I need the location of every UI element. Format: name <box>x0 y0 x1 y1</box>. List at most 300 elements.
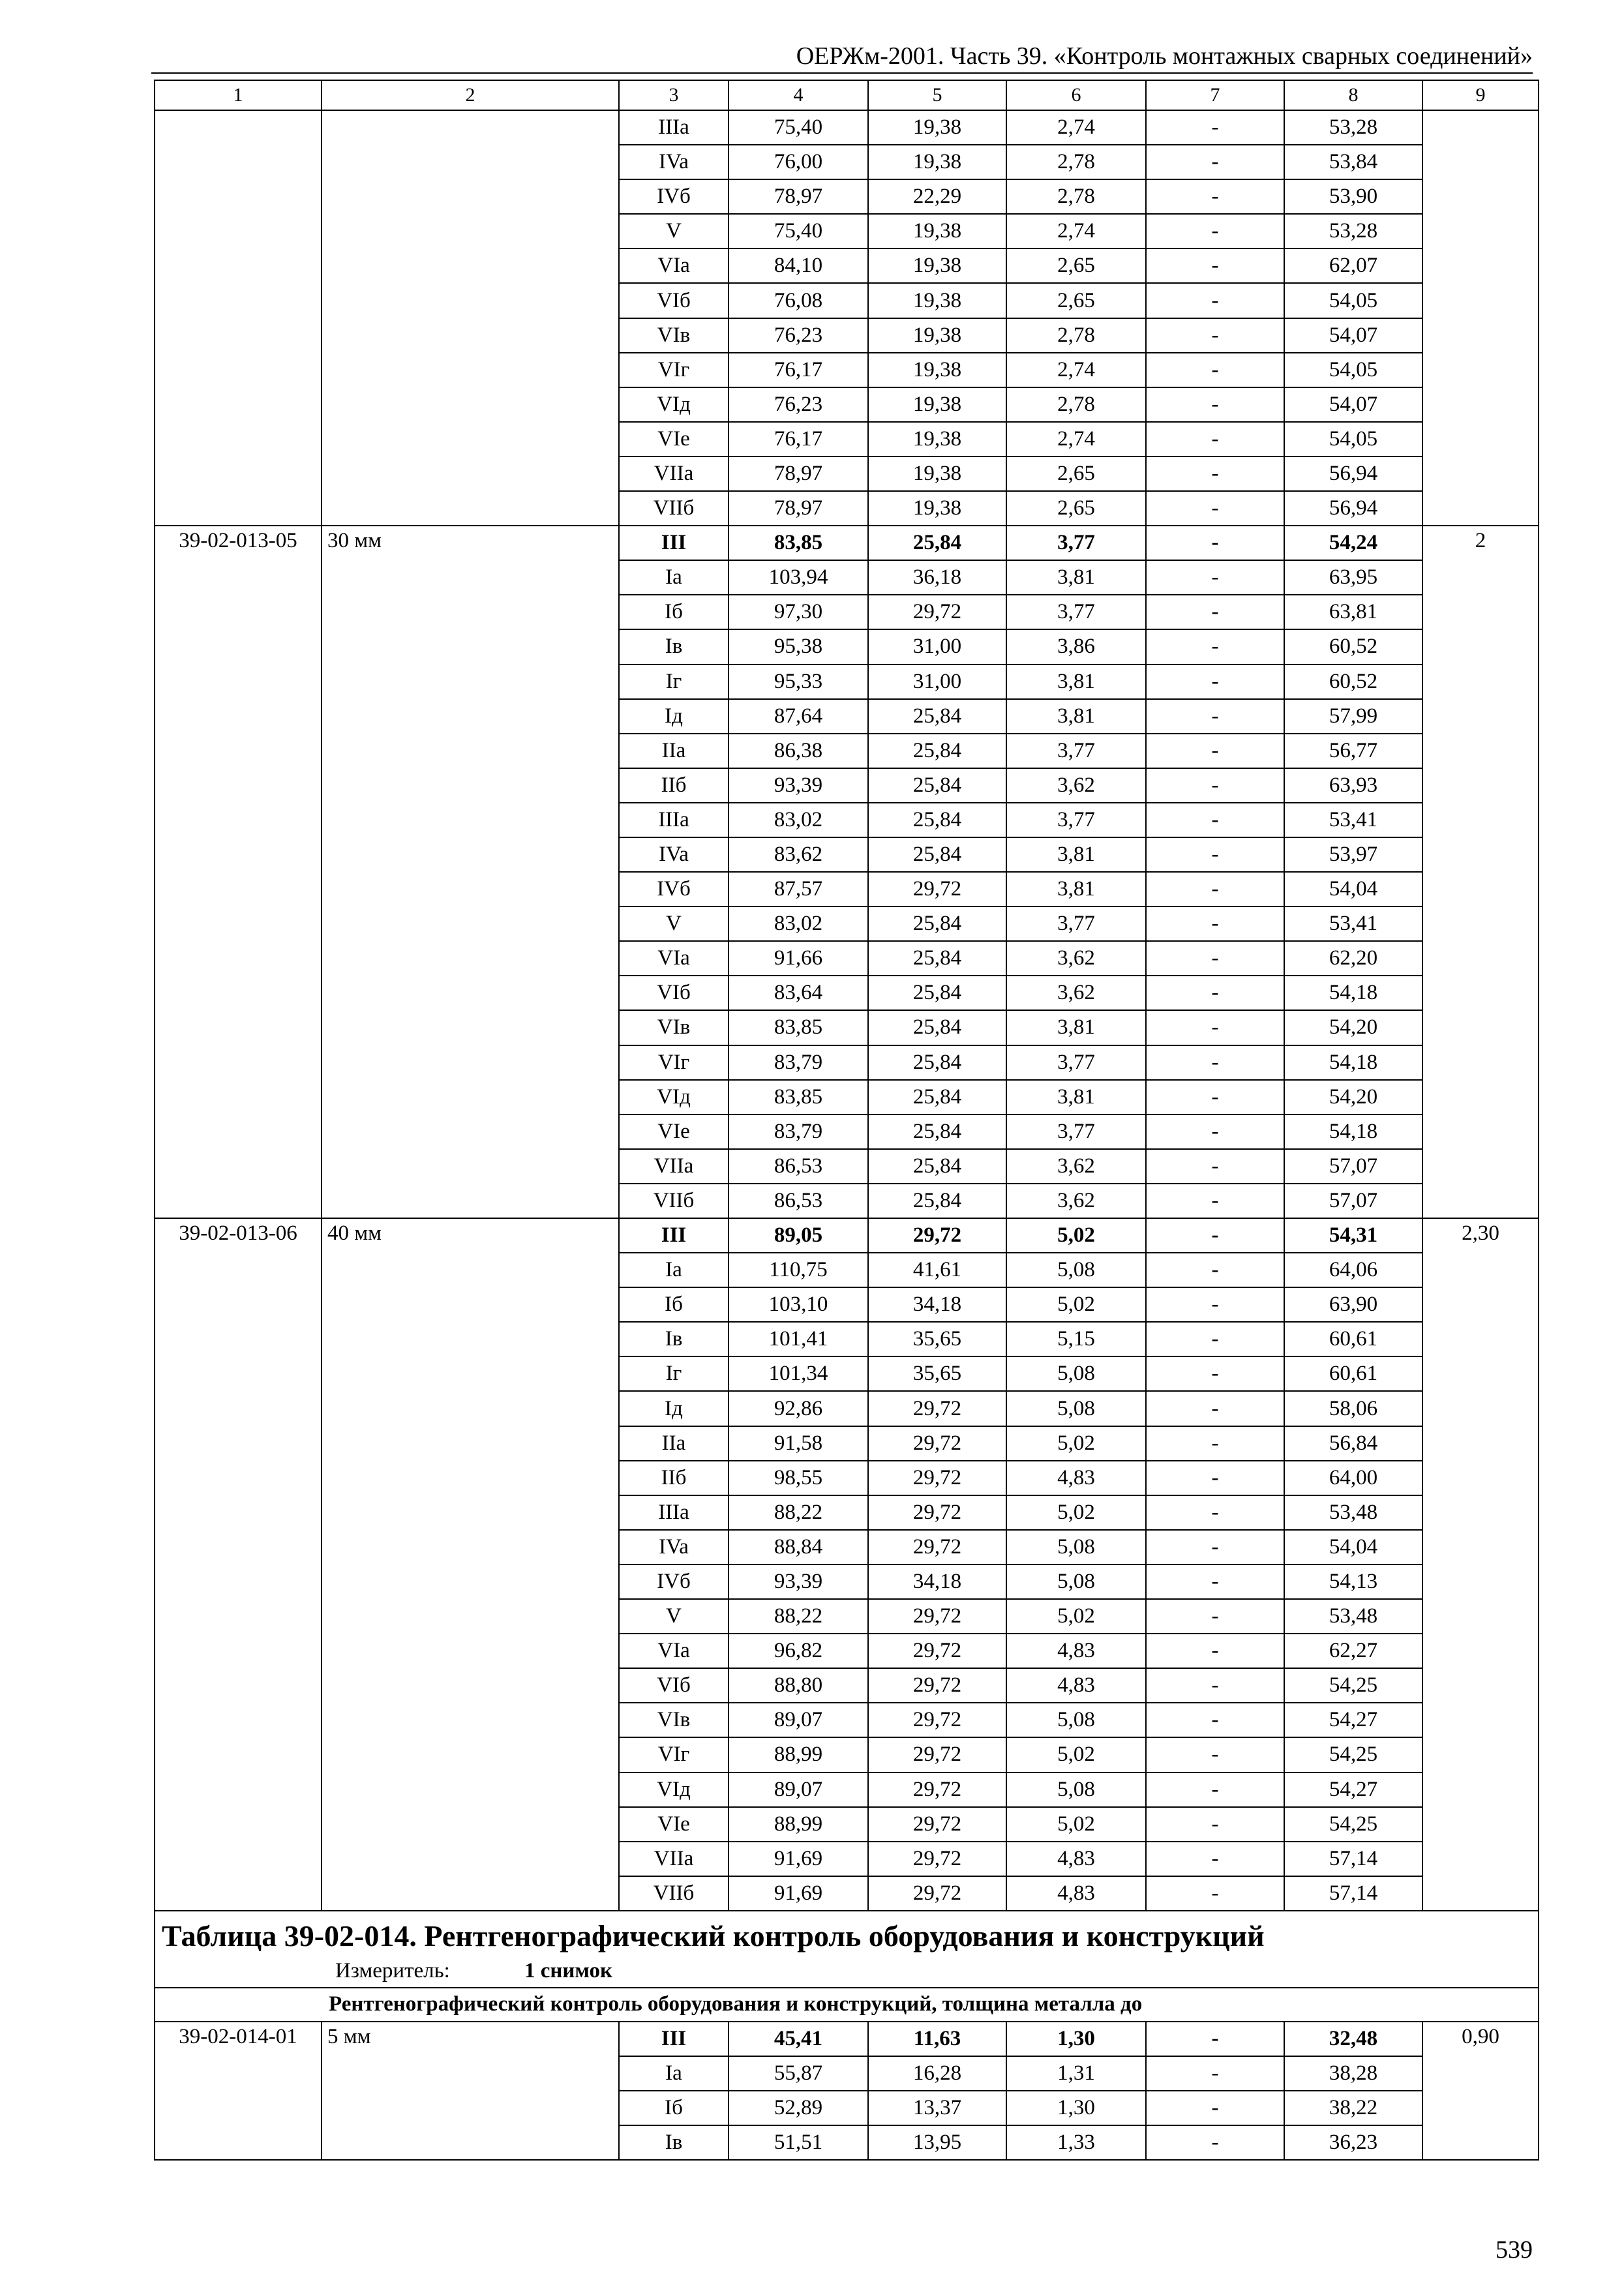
value-cell: 91,69 <box>729 1876 868 1911</box>
value-cell: 89,05 <box>729 1218 868 1253</box>
value-cell: 53,48 <box>1284 1599 1422 1634</box>
value-cell: 25,84 <box>868 699 1006 734</box>
value-cell: 53,28 <box>1284 214 1422 248</box>
column-number: 1 <box>155 80 322 110</box>
value-cell: 29,72 <box>868 1668 1006 1703</box>
zone-cell: III <box>619 2022 729 2056</box>
zone-cell: V <box>619 1599 729 1634</box>
value-cell: 54,05 <box>1284 283 1422 318</box>
value-cell: 25,84 <box>868 1080 1006 1115</box>
value-cell: 25,84 <box>868 906 1006 941</box>
zone-cell: Iд <box>619 699 729 734</box>
zone-cell: Iб <box>619 1287 729 1322</box>
value-cell: 13,95 <box>868 2125 1006 2160</box>
value-cell: 54,07 <box>1284 387 1422 422</box>
value-cell: 3,81 <box>1006 872 1146 906</box>
value-cell: 2,78 <box>1006 318 1146 353</box>
value-cell: - <box>1146 1010 1284 1045</box>
value-cell: 19,38 <box>868 110 1006 145</box>
value-cell: 25,84 <box>868 976 1006 1010</box>
value-cell: 91,58 <box>729 1426 868 1461</box>
value-cell: 19,38 <box>868 422 1006 456</box>
zone-cell: VIa <box>619 941 729 976</box>
value-cell: 19,38 <box>868 248 1006 283</box>
zone-cell: VIг <box>619 1737 729 1772</box>
zone-cell: Iг <box>619 1356 729 1391</box>
value-cell: 5,02 <box>1006 1737 1146 1772</box>
value-cell: 5,15 <box>1006 1322 1146 1356</box>
value-cell: 3,77 <box>1006 734 1146 768</box>
empty-cell <box>322 110 619 526</box>
value-cell: 78,97 <box>729 456 868 491</box>
value-cell: 19,38 <box>868 318 1006 353</box>
value-cell: 103,94 <box>729 560 868 595</box>
value-cell: 3,81 <box>1006 560 1146 595</box>
value-cell: 57,14 <box>1284 1842 1422 1876</box>
value-cell: 78,97 <box>729 491 868 526</box>
value-cell: 88,99 <box>729 1737 868 1772</box>
value-cell: 86,38 <box>729 734 868 768</box>
value-cell: 83,02 <box>729 906 868 941</box>
value-cell: 2,74 <box>1006 422 1146 456</box>
value-cell: 58,06 <box>1284 1391 1422 1426</box>
zone-cell: Iд <box>619 1391 729 1426</box>
empty-cell <box>155 110 322 526</box>
zone-cell: VIв <box>619 1703 729 1737</box>
value-cell: - <box>1146 872 1284 906</box>
value-cell: - <box>1146 214 1284 248</box>
value-cell: 29,72 <box>868 1218 1006 1253</box>
value-cell: 29,72 <box>868 1495 1006 1530</box>
header-rule <box>151 72 1533 74</box>
column-number: 4 <box>729 80 868 110</box>
value-cell: 86,53 <box>729 1184 868 1218</box>
value-cell: - <box>1146 837 1284 872</box>
value-cell: - <box>1146 1668 1284 1703</box>
value-cell: - <box>1146 1703 1284 1737</box>
value-cell: 53,28 <box>1284 110 1422 145</box>
meter-line <box>162 1958 1538 1983</box>
zone-cell: VIд <box>619 1080 729 1115</box>
value-cell: 56,77 <box>1284 734 1422 768</box>
thickness: 40 мм <box>322 1218 619 1911</box>
zone-cell: Iв <box>619 2125 729 2160</box>
coefficient-cell: 0,90 <box>1422 2022 1539 2160</box>
value-cell: 53,41 <box>1284 803 1422 837</box>
value-cell: - <box>1146 1564 1284 1599</box>
value-cell: 89,07 <box>729 1773 868 1807</box>
value-cell: 56,84 <box>1284 1426 1422 1461</box>
value-cell: 88,22 <box>729 1599 868 1634</box>
value-cell: 91,69 <box>729 1842 868 1876</box>
value-cell: 83,79 <box>729 1045 868 1080</box>
meter-value: 1 снимок <box>524 1958 612 1982</box>
value-cell: 19,38 <box>868 145 1006 179</box>
zone-cell: VIг <box>619 1045 729 1080</box>
value-cell: 29,72 <box>868 1391 1006 1426</box>
value-cell: 25,84 <box>868 1115 1006 1149</box>
value-cell: - <box>1146 1461 1284 1495</box>
value-cell: - <box>1146 387 1284 422</box>
zone-cell: IVa <box>619 145 729 179</box>
zone-cell: VIIб <box>619 1876 729 1911</box>
value-cell: 3,81 <box>1006 837 1146 872</box>
value-cell: 63,81 <box>1284 595 1422 629</box>
value-cell: 60,52 <box>1284 665 1422 699</box>
value-cell: 3,77 <box>1006 526 1146 560</box>
value-cell: 5,02 <box>1006 1599 1146 1634</box>
value-cell: 83,85 <box>729 1010 868 1045</box>
value-cell: 76,23 <box>729 387 868 422</box>
value-cell: 1,30 <box>1006 2022 1146 2056</box>
coefficient-cell <box>1422 110 1539 526</box>
value-cell: 29,72 <box>868 1737 1006 1772</box>
value-cell: - <box>1146 699 1284 734</box>
zone-cell: IIIa <box>619 803 729 837</box>
value-cell: 76,17 <box>729 422 868 456</box>
value-cell: 19,38 <box>868 387 1006 422</box>
value-cell: 5,08 <box>1006 1391 1146 1426</box>
column-number: 3 <box>619 80 729 110</box>
value-cell: 83,85 <box>729 1080 868 1115</box>
value-cell: 13,37 <box>868 2091 1006 2125</box>
value-cell: - <box>1146 1842 1284 1876</box>
subtitle-row <box>155 1988 1539 2022</box>
column-number: 2 <box>322 80 619 110</box>
value-cell: 19,38 <box>868 283 1006 318</box>
value-cell: 25,84 <box>868 941 1006 976</box>
value-cell: 2,78 <box>1006 387 1146 422</box>
value-cell: 5,02 <box>1006 1287 1146 1322</box>
value-cell: 3,81 <box>1006 1080 1146 1115</box>
zone-cell: VIe <box>619 422 729 456</box>
value-cell: 19,38 <box>868 353 1006 387</box>
value-cell: 22,29 <box>868 179 1006 214</box>
value-cell: - <box>1146 1807 1284 1842</box>
value-cell: 5,02 <box>1006 1426 1146 1461</box>
table-body <box>155 80 1539 2160</box>
zone-cell: IIIa <box>619 1495 729 1530</box>
value-cell: 3,62 <box>1006 1184 1146 1218</box>
value-cell: - <box>1146 353 1284 387</box>
value-cell: 62,07 <box>1284 248 1422 283</box>
zone-cell: Ia <box>619 1253 729 1287</box>
value-cell: 25,84 <box>868 803 1006 837</box>
value-cell: 63,95 <box>1284 560 1422 595</box>
value-cell: - <box>1146 1876 1284 1911</box>
value-cell: - <box>1146 2125 1284 2160</box>
value-cell: 54,18 <box>1284 1045 1422 1080</box>
zone-cell: VIa <box>619 1634 729 1668</box>
zone-cell: VIб <box>619 976 729 1010</box>
value-cell: 54,13 <box>1284 1564 1422 1599</box>
value-cell: - <box>1146 248 1284 283</box>
value-cell: 93,39 <box>729 768 868 803</box>
value-cell: 2,65 <box>1006 491 1146 526</box>
zone-cell: III <box>619 1218 729 1253</box>
value-cell: 83,64 <box>729 976 868 1010</box>
value-cell: 83,62 <box>729 837 868 872</box>
value-cell: - <box>1146 145 1284 179</box>
value-cell: - <box>1146 1045 1284 1080</box>
value-cell: - <box>1146 491 1284 526</box>
value-cell: 3,62 <box>1006 1149 1146 1184</box>
value-cell: - <box>1146 1356 1284 1391</box>
value-cell: 3,81 <box>1006 665 1146 699</box>
value-cell: 57,07 <box>1284 1149 1422 1184</box>
value-cell: 5,08 <box>1006 1253 1146 1287</box>
value-cell: 25,84 <box>868 734 1006 768</box>
value-cell: 35,65 <box>868 1356 1006 1391</box>
zone-cell: IIa <box>619 1426 729 1461</box>
value-cell: 45,41 <box>729 2022 868 2056</box>
value-cell: 63,93 <box>1284 768 1422 803</box>
coefficient-cell: 2,30 <box>1422 1218 1539 1911</box>
zone-cell: IVб <box>619 872 729 906</box>
value-cell: - <box>1146 665 1284 699</box>
table-row <box>155 1218 1539 1253</box>
zone-cell: Ia <box>619 2056 729 2091</box>
value-cell: 53,41 <box>1284 906 1422 941</box>
value-cell: 51,51 <box>729 2125 868 2160</box>
value-cell: - <box>1146 1391 1284 1426</box>
zone-cell: V <box>619 906 729 941</box>
value-cell: 34,18 <box>868 1564 1006 1599</box>
value-cell: 60,52 <box>1284 629 1422 664</box>
value-cell: 54,24 <box>1284 526 1422 560</box>
value-cell: 4,83 <box>1006 1461 1146 1495</box>
value-cell: 54,25 <box>1284 1668 1422 1703</box>
table-row <box>155 526 1539 560</box>
value-cell: 19,38 <box>868 491 1006 526</box>
value-cell: 54,07 <box>1284 318 1422 353</box>
zone-cell: III <box>619 526 729 560</box>
value-cell: 76,23 <box>729 318 868 353</box>
value-cell: - <box>1146 110 1284 145</box>
zone-cell: IIa <box>619 734 729 768</box>
value-cell: - <box>1146 1634 1284 1668</box>
value-cell: 3,81 <box>1006 699 1146 734</box>
zone-cell: V <box>619 214 729 248</box>
value-cell: 54,25 <box>1284 1737 1422 1772</box>
rate-code: 39-02-013-05 <box>155 526 322 1218</box>
value-cell: - <box>1146 560 1284 595</box>
value-cell: 16,28 <box>868 2056 1006 2091</box>
value-cell: 36,23 <box>1284 2125 1422 2160</box>
column-number: 8 <box>1284 80 1422 110</box>
value-cell: 5,02 <box>1006 1807 1146 1842</box>
value-cell: - <box>1146 1080 1284 1115</box>
zone-cell: IIб <box>619 768 729 803</box>
value-cell: 54,20 <box>1284 1010 1422 1045</box>
value-cell: 29,72 <box>868 1842 1006 1876</box>
column-number: 7 <box>1146 80 1284 110</box>
zone-cell: VIa <box>619 248 729 283</box>
zone-cell: VIб <box>619 283 729 318</box>
value-cell: 54,05 <box>1284 353 1422 387</box>
value-cell: - <box>1146 1184 1284 1218</box>
value-cell: 88,84 <box>729 1530 868 1564</box>
value-cell: - <box>1146 283 1284 318</box>
coefficient-cell: 2 <box>1422 526 1539 1218</box>
value-cell: 3,81 <box>1006 1010 1146 1045</box>
value-cell: 3,77 <box>1006 1115 1146 1149</box>
value-cell: 3,77 <box>1006 595 1146 629</box>
value-cell: 29,72 <box>868 1599 1006 1634</box>
column-number: 6 <box>1006 80 1146 110</box>
value-cell: - <box>1146 906 1284 941</box>
value-cell: - <box>1146 1322 1284 1356</box>
value-cell: 75,40 <box>729 214 868 248</box>
value-cell: 54,18 <box>1284 1115 1422 1149</box>
value-cell: 32,48 <box>1284 2022 1422 2056</box>
zone-cell: IVa <box>619 837 729 872</box>
value-cell: 5,08 <box>1006 1773 1146 1807</box>
value-cell: 29,72 <box>868 872 1006 906</box>
value-cell: 97,30 <box>729 595 868 629</box>
zone-cell: VIe <box>619 1807 729 1842</box>
value-cell: 2,78 <box>1006 179 1146 214</box>
value-cell: 5,08 <box>1006 1564 1146 1599</box>
value-cell: 38,22 <box>1284 2091 1422 2125</box>
table-title: Таблица 39-02-014. Рентгенографический контроль оборудования и конструкций <box>162 1919 1265 1952</box>
value-cell: 56,94 <box>1284 456 1422 491</box>
value-cell: - <box>1146 1218 1284 1253</box>
value-cell: 25,84 <box>868 768 1006 803</box>
zone-cell: Iв <box>619 629 729 664</box>
value-cell: 54,20 <box>1284 1080 1422 1115</box>
value-cell: 29,72 <box>868 1530 1006 1564</box>
zone-cell: VIIб <box>619 491 729 526</box>
value-cell: 3,77 <box>1006 803 1146 837</box>
value-cell: 54,31 <box>1284 1218 1422 1253</box>
value-cell: 84,10 <box>729 248 868 283</box>
value-cell: 1,31 <box>1006 2056 1146 2091</box>
value-cell: 1,30 <box>1006 2091 1146 2125</box>
value-cell: - <box>1146 179 1284 214</box>
value-cell: 75,40 <box>729 110 868 145</box>
value-cell: 76,00 <box>729 145 868 179</box>
value-cell: 1,33 <box>1006 2125 1146 2160</box>
value-cell: 3,77 <box>1006 1045 1146 1080</box>
value-cell: 76,08 <box>729 283 868 318</box>
value-cell: - <box>1146 1773 1284 1807</box>
value-cell: 29,72 <box>868 1876 1006 1911</box>
value-cell: 4,83 <box>1006 1668 1146 1703</box>
zone-cell: VIIa <box>619 456 729 491</box>
value-cell: 56,94 <box>1284 491 1422 526</box>
zone-cell: VIд <box>619 1773 729 1807</box>
value-cell: 54,04 <box>1284 872 1422 906</box>
meter-label: Измеритель: <box>335 1958 450 1982</box>
value-cell: - <box>1146 318 1284 353</box>
value-cell: 19,38 <box>868 456 1006 491</box>
rate-code: 39-02-013-06 <box>155 1218 322 1911</box>
value-cell: 29,72 <box>868 1807 1006 1842</box>
value-cell: 36,18 <box>868 560 1006 595</box>
value-cell: 11,63 <box>868 2022 1006 2056</box>
value-cell: 29,72 <box>868 1634 1006 1668</box>
value-cell: 31,00 <box>868 665 1006 699</box>
value-cell: 57,14 <box>1284 1876 1422 1911</box>
zone-cell: VIIa <box>619 1842 729 1876</box>
value-cell: 3,77 <box>1006 906 1146 941</box>
zone-cell: VIe <box>619 1115 729 1149</box>
value-cell: - <box>1146 456 1284 491</box>
value-cell: 5,08 <box>1006 1703 1146 1737</box>
value-cell: 92,86 <box>729 1391 868 1426</box>
value-cell: - <box>1146 2056 1284 2091</box>
value-cell: 25,84 <box>868 1184 1006 1218</box>
value-cell: - <box>1146 1149 1284 1184</box>
value-cell: 96,82 <box>729 1634 868 1668</box>
value-cell: 54,27 <box>1284 1773 1422 1807</box>
value-cell: - <box>1146 1287 1284 1322</box>
value-cell: 93,39 <box>729 1564 868 1599</box>
zone-cell: VIIб <box>619 1184 729 1218</box>
value-cell: 25,84 <box>868 1149 1006 1184</box>
value-cell: 101,41 <box>729 1322 868 1356</box>
value-cell: 2,65 <box>1006 248 1146 283</box>
value-cell: 86,53 <box>729 1149 868 1184</box>
value-cell: 83,02 <box>729 803 868 837</box>
value-cell: - <box>1146 1253 1284 1287</box>
value-cell: 3,86 <box>1006 629 1146 664</box>
value-cell: 31,00 <box>868 629 1006 664</box>
value-cell: 25,84 <box>868 837 1006 872</box>
value-cell: - <box>1146 1599 1284 1634</box>
value-cell: - <box>1146 976 1284 1010</box>
table-subtitle: Рентгенографический контроль оборудования и конструкций, толщина металла до <box>155 1988 1539 2022</box>
thickness: 30 мм <box>322 526 619 1218</box>
value-cell: 25,84 <box>868 1045 1006 1080</box>
value-cell: - <box>1146 1530 1284 1564</box>
zone-cell: Iб <box>619 595 729 629</box>
value-cell: 5,02 <box>1006 1218 1146 1253</box>
table-title-cell <box>155 1911 1539 1988</box>
value-cell: - <box>1146 422 1284 456</box>
value-cell: 54,04 <box>1284 1530 1422 1564</box>
value-cell: 25,84 <box>868 526 1006 560</box>
table-row <box>155 110 1539 145</box>
table-row <box>155 2022 1539 2056</box>
value-cell: 57,07 <box>1284 1184 1422 1218</box>
value-cell: 29,72 <box>868 1703 1006 1737</box>
value-cell: 78,97 <box>729 179 868 214</box>
value-cell: 110,75 <box>729 1253 868 1287</box>
zone-cell: Ia <box>619 560 729 595</box>
value-cell: 3,62 <box>1006 976 1146 1010</box>
zone-cell: IIIa <box>619 110 729 145</box>
value-cell: 62,20 <box>1284 941 1422 976</box>
value-cell: 87,57 <box>729 872 868 906</box>
value-cell: 19,38 <box>868 214 1006 248</box>
value-cell: 52,89 <box>729 2091 868 2125</box>
value-cell: 38,28 <box>1284 2056 1422 2091</box>
value-cell: 34,18 <box>868 1287 1006 1322</box>
value-cell: 89,07 <box>729 1703 868 1737</box>
value-cell: 64,06 <box>1284 1253 1422 1287</box>
value-cell: 87,64 <box>729 699 868 734</box>
value-cell: 54,27 <box>1284 1703 1422 1737</box>
zone-cell: Iг <box>619 665 729 699</box>
value-cell: - <box>1146 526 1284 560</box>
value-cell: 60,61 <box>1284 1356 1422 1391</box>
value-cell: 2,65 <box>1006 283 1146 318</box>
value-cell: 2,74 <box>1006 110 1146 145</box>
value-cell: 101,34 <box>729 1356 868 1391</box>
table-title-row <box>155 1911 1539 1988</box>
